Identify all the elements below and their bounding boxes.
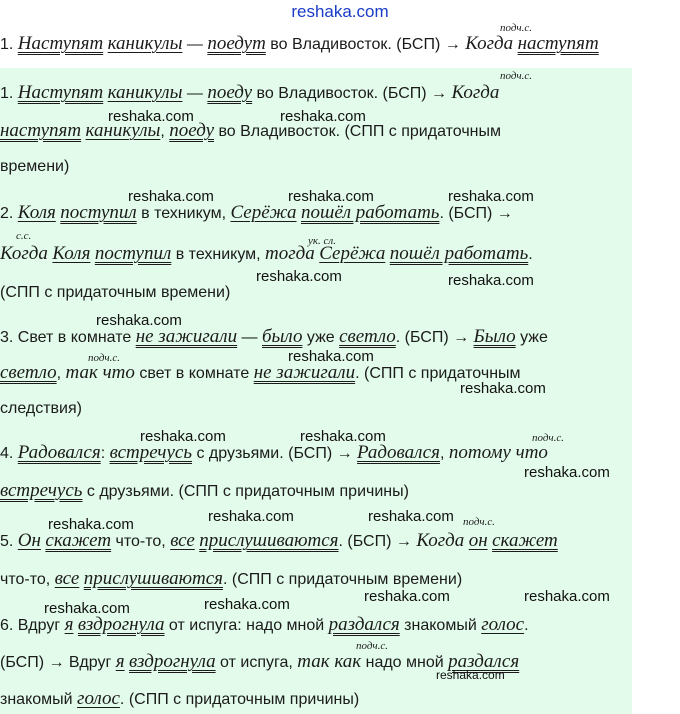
conjunction: Когда <box>465 33 514 54</box>
annotation-label: подч.с. <box>500 70 533 82</box>
page-header <box>0 0 680 24</box>
predicate: прислушиваются <box>83 568 223 589</box>
watermark: reshaka.com <box>448 272 534 289</box>
watermark: reshaka.com <box>108 108 194 125</box>
subject: каникулы <box>107 82 183 103</box>
watermark: reshaka.com <box>256 268 342 285</box>
annotation-label: подч.с. <box>88 352 121 364</box>
watermark: reshaka.com <box>288 348 374 365</box>
predicate: не зажигали <box>135 326 238 347</box>
watermark: reshaka.com <box>44 600 130 617</box>
predicate: Радовался <box>357 442 440 463</box>
watermark: reshaka.com <box>48 516 134 533</box>
watermark: reshaka.com <box>208 508 294 525</box>
predicate: было <box>262 326 303 347</box>
site-name: reshaka.com <box>291 2 389 21</box>
conjunction: Когда <box>451 82 500 103</box>
watermark: reshaka.com <box>524 464 610 481</box>
sentence-6-line-2: (БСП) → Вдруг я вздрогнула от испуга, так как надо мной раздался <box>0 651 520 672</box>
conjunction: так как <box>297 651 362 672</box>
conjunction: потому что <box>448 442 548 463</box>
sentence-1-line-3: времени) <box>0 158 70 175</box>
watermark: reshaka.com <box>204 596 290 613</box>
annotation-label: подч.с. <box>463 516 496 528</box>
subject: каникулы <box>107 33 183 54</box>
watermark: reshaka.com <box>460 380 546 397</box>
subject: Серёжа <box>319 243 386 264</box>
predicate: наступят <box>0 120 82 141</box>
sentence-1-line-2: наступят каникулы, поеду во Владивосток. (СПП с придаточным <box>0 120 501 141</box>
watermark: reshaka.com <box>364 588 450 605</box>
sentence-3-line-3: следствия) <box>0 400 82 417</box>
predicate: встречусь <box>109 442 193 463</box>
conjunction: Когда <box>416 530 465 551</box>
predicate: поеду <box>207 82 253 103</box>
subject: он <box>468 530 488 551</box>
conjunction: Когда <box>0 243 48 264</box>
predicate: пошёл работать <box>389 243 529 264</box>
predicate: вздрогнула <box>77 614 165 635</box>
subject: я <box>64 614 74 635</box>
sentence-5-line-2: что-то, все прислушиваются. (СПП с придаточным времени) <box>0 568 463 589</box>
predicate: Наступят <box>17 33 104 54</box>
predicate: раздался <box>328 614 400 635</box>
watermark: reshaka.com <box>140 428 226 445</box>
predicate: встречусь <box>0 480 83 501</box>
top-line: 1. Наступят каникулы — поедут во Владивосток. (БСП) → Когда наступят <box>0 33 599 54</box>
subject: Коля <box>17 202 56 223</box>
predicate: скажет <box>45 530 112 551</box>
predicate: поеду <box>169 120 215 141</box>
sentence-3-line-1: 3. Свет в комнате не зажигали — было уже светло. (БСП) → Было уже <box>0 326 548 347</box>
predicate: светло <box>0 362 57 383</box>
subject: Серёжа <box>230 202 297 223</box>
watermark: reshaka.com <box>436 668 505 682</box>
predicate: прислушиваются <box>199 530 339 551</box>
subject: Он <box>17 530 41 551</box>
predicate: поедут <box>207 33 266 54</box>
subject: Коля <box>52 243 91 264</box>
annotation-label: ук. сл. <box>308 235 336 247</box>
predicate: Радовался <box>17 442 101 463</box>
predicate: поступил <box>60 202 137 223</box>
subject: каникулы <box>85 120 161 141</box>
subject: голос <box>77 688 120 709</box>
subject: голос <box>481 614 525 635</box>
sentence-6-line-3: знакомый голос. (СПП с придаточным причины) <box>0 688 360 709</box>
watermark: reshaka.com <box>280 108 366 125</box>
watermark: reshaka.com <box>128 188 214 205</box>
predicate: раздался <box>448 651 520 672</box>
conjunction: так что <box>65 362 135 383</box>
predicate: Было <box>473 326 516 347</box>
subject: все <box>54 568 80 589</box>
watermark: reshaka.com <box>288 188 374 205</box>
annotation-label: подч.с. <box>532 432 565 444</box>
watermark: reshaka.com <box>96 312 182 329</box>
sentence-3-line-2: светло, так что свет в комнате не зажигали. (СПП с придаточным <box>0 362 521 383</box>
annotation-label: подч.с. <box>356 640 389 652</box>
sentence-4-line-1: 4. Радовался: встречусь с друзьями. (БСП) → Радовался, потому что <box>0 442 548 463</box>
predicate: поступил <box>94 243 172 264</box>
annotation-label: с.с. <box>16 230 32 242</box>
predicate: вздрогнула <box>129 651 216 672</box>
demonstrative-word: тогда <box>265 243 315 264</box>
subject: все <box>170 530 195 551</box>
predicate: наступят <box>517 33 599 54</box>
predicate: Наступят <box>17 82 104 103</box>
watermark: reshaka.com <box>368 508 454 525</box>
sentence-5-line-1: 5. Он скажет что-то, все прислушиваются. (БСП) → Когда он скажет <box>0 530 558 551</box>
watermark: reshaka.com <box>524 588 610 605</box>
sentence-2-line-1: 2. Коля поступил в техникум, Серёжа пошёл работать. (БСП) → <box>0 202 513 223</box>
sentence-4-line-2: встречусь с друзьями. (СПП с придаточным причины) <box>0 480 409 501</box>
predicate: скажет <box>492 530 558 551</box>
subject: я <box>115 651 125 672</box>
sentence-1-line-1: 1. Наступят каникулы — поеду во Владивосток. (БСП) → Когда <box>0 82 500 103</box>
predicate: светло <box>339 326 396 347</box>
annotation-label: подч.с. <box>500 22 533 34</box>
watermark: reshaka.com <box>300 428 386 445</box>
sentence-6-line-1: 6. Вдруг я вздрогнула от испуга: надо мной раздался знакомый голос. <box>0 614 529 635</box>
sentence-2-line-2: Когда Коля поступил в техникум, тогда Серёжа пошёл работать. <box>0 243 533 264</box>
sentence-2-line-3: (СПП с придаточным времени) <box>0 284 231 301</box>
watermark: reshaka.com <box>448 188 534 205</box>
predicate: не зажигали <box>253 362 356 383</box>
predicate: пошёл работать <box>301 202 440 223</box>
